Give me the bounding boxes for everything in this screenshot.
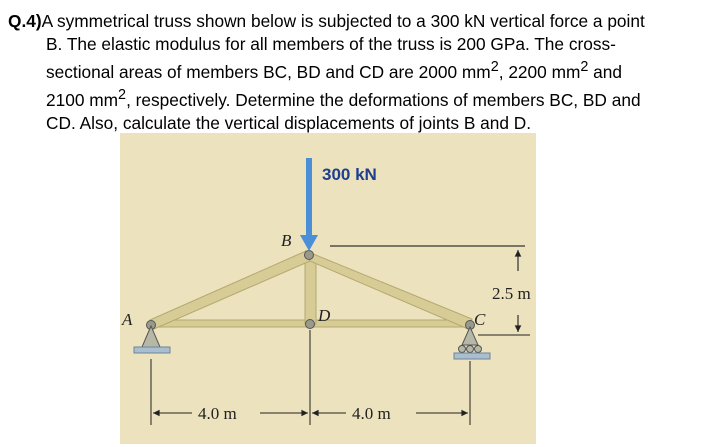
joint-a-label: A — [122, 310, 133, 329]
question-line-3: sectional areas of members BC, BD and CD are 2000 $mm^2$, 2200 $mm^2$ and — [46, 59, 623, 82]
joint-b-pin — [305, 251, 314, 260]
member-bd — [305, 257, 316, 324]
force-label: 300 kN — [322, 165, 377, 184]
question-line-5: CD. Also, calculate the vertical displacements of joints B and D. — [46, 112, 532, 133]
joint-b-label: B — [281, 231, 292, 250]
member-ad — [150, 320, 310, 327]
joint-c-label: C — [474, 310, 486, 329]
height-dimension-label: 2.5 m — [492, 284, 531, 303]
truss-diagram — [120, 133, 536, 444]
joint-d-label: D — [318, 306, 331, 325]
question-line-4: 2100 $mm^2$, respectively. Determine the deformations of members BC, BD and — [46, 86, 641, 110]
joint-d-pin — [306, 320, 315, 329]
truss-figure — [120, 133, 536, 444]
span-left-label: 4.0 m — [198, 404, 237, 423]
question-number: Q.4) — [8, 11, 42, 31]
question-line-2: B. The elastic modulus for all members of the truss is 200 GPa. The cross- — [46, 34, 616, 54]
question-line-1: Q.4)A symmetrical truss shown below is subjected to a 300 kN vertical force a point — [8, 11, 645, 31]
question-text — [8, 10, 703, 135]
member-dc — [310, 320, 470, 327]
span-right-label: 4.0 m — [352, 404, 391, 423]
